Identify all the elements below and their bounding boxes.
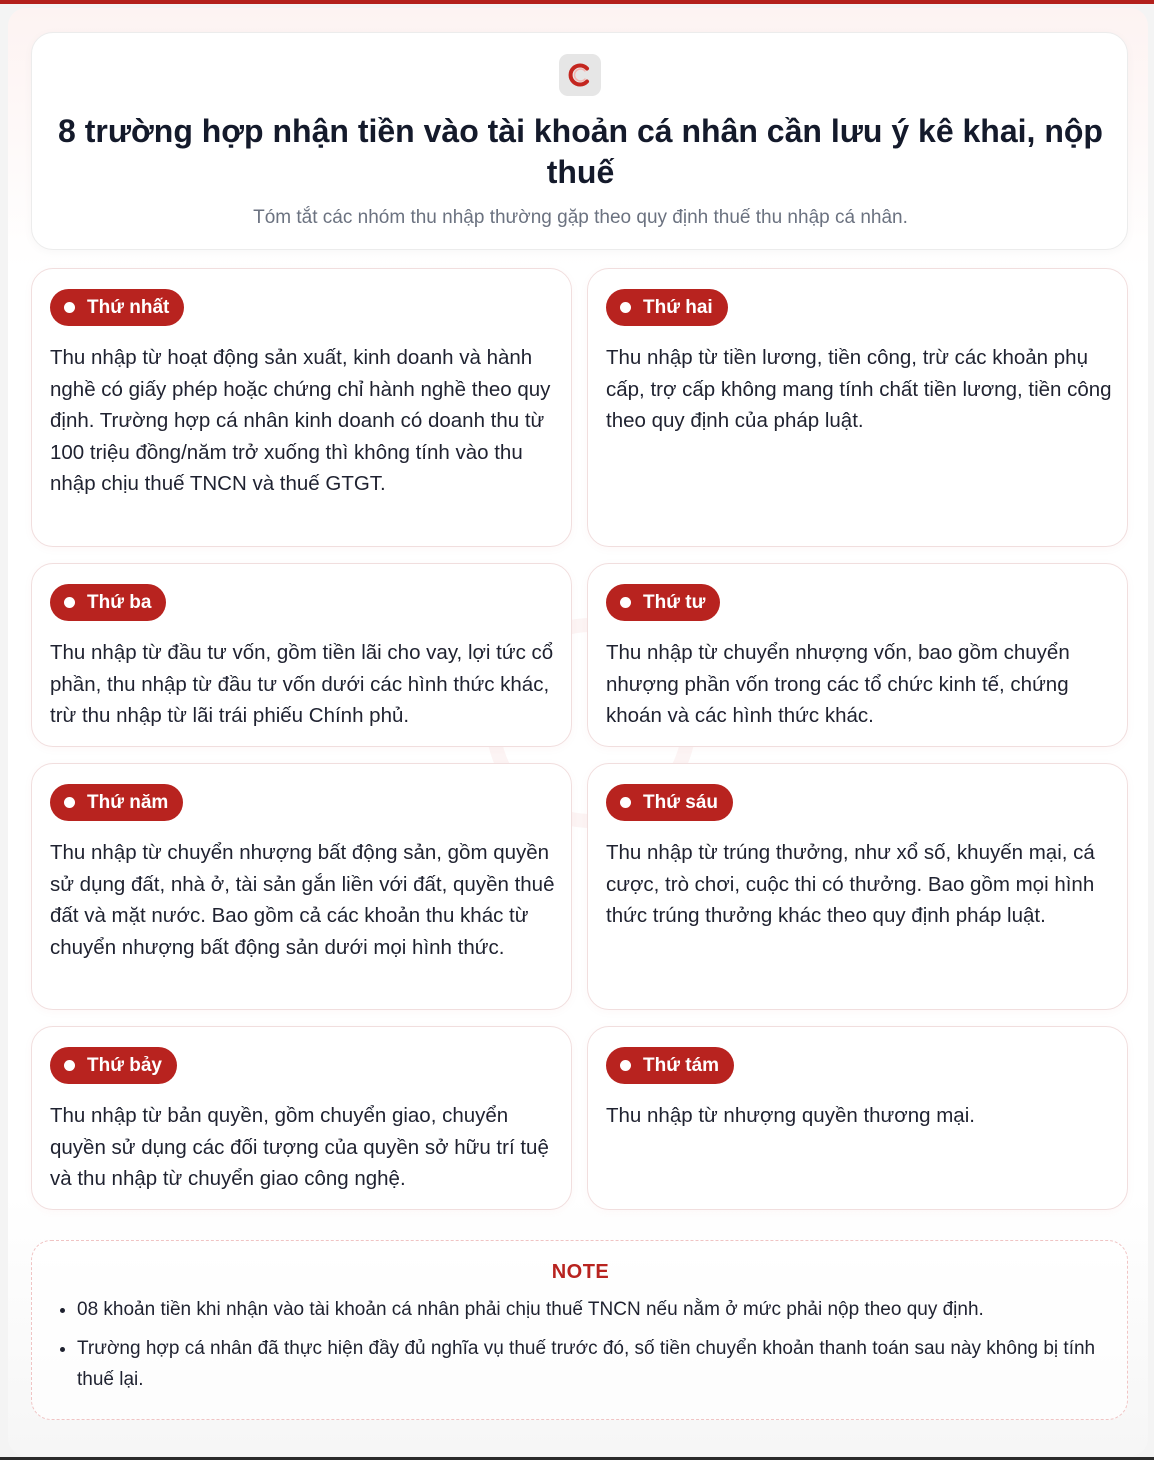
badge-dot-icon: [620, 302, 631, 313]
income-card-1: [31, 268, 572, 547]
card-description: Thu nhập từ chuyển nhượng bất động sản, gồm quyền sử dụng đất, nhà ở, tài sản gắn liền với đất, quyền thuê đất và mặt nước. Bao gồm cả các khoản thu khác từ chuyển nhượng bất động sản dưới mọi hình thức.: [50, 841, 555, 959]
card-description: Thu nhập từ trúng thưởng, như xổ số, khuyến mại, cá cược, trò chơi, cuộc thi có thưởng. Bao gồm mọi hình thức trúng thưởng khác theo quy định pháp luật.: [606, 841, 1095, 927]
income-card-5: [31, 763, 572, 1010]
logo-c-icon: [565, 60, 595, 90]
badge-dot-icon: [620, 797, 631, 808]
card-badge: [606, 784, 733, 821]
card-badge: [606, 1047, 734, 1084]
income-card-4: [587, 563, 1128, 747]
income-card-8: [587, 1026, 1128, 1210]
income-card-2: [587, 268, 1128, 547]
card-badge: [606, 584, 720, 621]
card-badge: [50, 289, 184, 326]
badge-label: Thứ năm: [87, 791, 169, 813]
note-item: • 08 khoản tiền khi nhận vào tài khoản cá nhân phải chịu thuế TNCN nếu nằm ở mức phải nộp theo quy định.: [77, 1294, 1107, 1325]
badge-label: Thứ ba: [87, 591, 152, 613]
card-description: Thu nhập từ đầu tư vốn, gồm tiền lãi cho vay, lợi tức cổ phần, thu nhập từ đầu tư vốn dưới các hình thức khác, trừ thu nhập từ lãi trái phiếu Chính phủ.: [50, 641, 554, 727]
card-badge: [50, 784, 183, 821]
top-accent-bar: [0, 0, 1154, 4]
income-card-3: [31, 563, 572, 747]
badge-label: Thứ sáu: [643, 791, 718, 813]
card-description: Thu nhập từ tiền lương, tiền công, trừ các khoản phụ cấp, trợ cấp không mang tính chất tiền lương, tiền công theo quy định của pháp luật.: [606, 346, 1112, 432]
note-item: • Trường hợp cá nhân đã thực hiện đầy đủ nghĩa vụ thuế trước đó, số tiền chuyển khoản thanh toán sau này không bị tính thuế lại.: [77, 1333, 1107, 1395]
note-list: [77, 1294, 1107, 1403]
page-subtitle: Tóm tắt các nhóm thu nhập thường gặp theo quy định thuế thu nhập cá nhân.: [253, 207, 908, 228]
badge-dot-icon: [620, 597, 631, 608]
card-description: Thu nhập từ nhượng quyền thương mại.: [606, 1104, 975, 1127]
note-box: [31, 1240, 1128, 1420]
income-card-7: [31, 1026, 572, 1210]
card-description: Thu nhập từ hoạt động sản xuất, kinh doanh và hành nghề có giấy phép hoặc chứng chỉ hành nghề theo quy định. Trường hợp cá nhân kinh doanh có doanh thu từ 100 triệu đồng/năm trở xuống thì không tính vào thu nhập chịu thuế TNCN và thuế GTGT.: [50, 346, 551, 495]
brand-logo-icon: [559, 54, 601, 96]
badge-dot-icon: [64, 1060, 75, 1071]
badge-label: Thứ tư: [643, 591, 706, 613]
badge-label: Thứ nhất: [87, 296, 170, 318]
page-title: 8 trường hợp nhận tiền vào tài khoản cá nhân cần lưu ý kê khai, nộp thuế: [58, 113, 1103, 190]
badge-dot-icon: [64, 797, 75, 808]
badge-dot-icon: [620, 1060, 631, 1071]
badge-label: Thứ tám: [643, 1054, 720, 1076]
card-badge: [50, 584, 166, 621]
card-badge: [50, 1047, 177, 1084]
card-badge: [606, 289, 728, 326]
header-card: [31, 32, 1128, 250]
card-description: Thu nhập từ chuyển nhượng vốn, bao gồm chuyển nhượng phần vốn trong các tổ chức kinh tế, chứng khoán và các hình thức khác.: [606, 641, 1070, 727]
income-card-6: [587, 763, 1128, 1010]
badge-dot-icon: [64, 302, 75, 313]
card-description: Thu nhập từ bản quyền, gồm chuyển giao, chuyển quyền sử dụng các đối tượng của quyền sở hữu trí tuệ và thu nhập từ chuyển giao công nghệ.: [50, 1104, 549, 1190]
badge-label: Thứ bảy: [87, 1054, 162, 1076]
badge-label: Thứ hai: [643, 296, 713, 318]
badge-dot-icon: [64, 597, 75, 608]
note-title: NOTE: [551, 1261, 610, 1283]
